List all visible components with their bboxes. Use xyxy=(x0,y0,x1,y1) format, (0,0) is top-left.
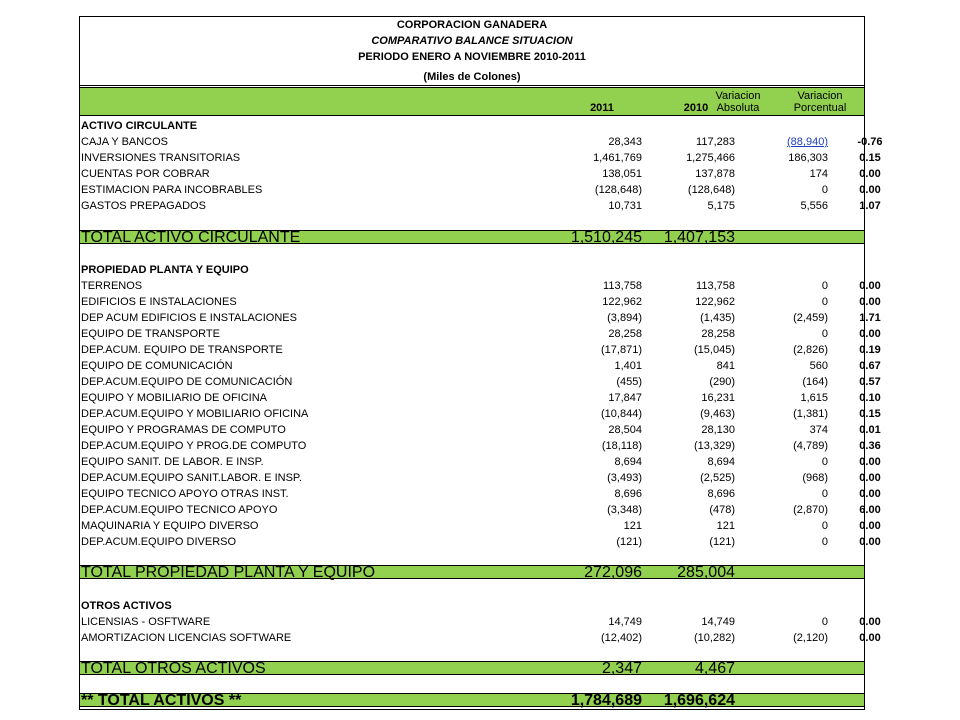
section-otros-activos xyxy=(80,598,864,614)
table-row xyxy=(80,614,881,630)
grand-total-row xyxy=(80,693,864,707)
table-row xyxy=(80,630,881,646)
variation-percent: 0.00 xyxy=(859,536,881,548)
value-2010: 28,258 xyxy=(701,328,735,340)
row-label: AMORTIZACION LICENCIAS SOFTWARE xyxy=(81,632,292,644)
variation-absolute: 0 xyxy=(821,536,828,548)
row-label: EQUIPO DE COMUNICACIÓN xyxy=(81,360,233,372)
variation-absolute: 186,303 xyxy=(788,152,828,164)
balance-sheet xyxy=(79,16,883,710)
total-2011: 1,784,689 xyxy=(570,692,642,709)
value-2011: 10,731 xyxy=(608,200,642,212)
variation-absolute: (4,789) xyxy=(793,440,828,452)
row-label: INVERSIONES TRANSITORIAS xyxy=(81,152,241,164)
period-title: PERIODO ENERO A NOVIEMBRE 2010-2011 xyxy=(358,51,586,63)
value-2011: (17,871) xyxy=(601,344,642,356)
value-2011: (128,648) xyxy=(594,184,642,196)
value-2010: 117,283 xyxy=(696,136,735,148)
total-label: ** TOTAL ACTIVOS ** xyxy=(81,692,242,709)
value-2010: (290) xyxy=(709,376,735,388)
value-2010: 841 xyxy=(716,360,735,372)
total-2010: 4,467 xyxy=(694,660,735,677)
variation-percent: 0.00 xyxy=(859,168,881,180)
total-otros-row xyxy=(80,661,864,675)
value-2010: (1,435) xyxy=(700,312,735,324)
variation-percent: 0.00 xyxy=(859,520,881,532)
value-2011: 122,962 xyxy=(602,296,642,308)
table-row xyxy=(80,166,881,182)
table-row xyxy=(80,326,881,342)
row-label: MAQUINARIA Y EQUIPO DIVERSO xyxy=(81,520,259,532)
table-row xyxy=(80,534,881,550)
value-2010: (13,329) xyxy=(694,440,735,452)
variation-percent: 0.00 xyxy=(859,472,881,484)
variation-absolute: (2,459) xyxy=(793,312,828,324)
variation-percent: 0.00 xyxy=(859,632,881,644)
table-row xyxy=(80,406,881,422)
row-label: DEP.ACUM.EQUIPO SANIT.LABOR. E INSP. xyxy=(81,472,302,484)
value-2010: (128,648) xyxy=(687,184,735,196)
variation-absolute: 0 xyxy=(821,184,828,196)
row-label: DEP.ACUM.EQUIPO Y PROG.DE COMPUTO xyxy=(81,440,307,452)
table-row xyxy=(80,134,883,150)
value-2011: 17,847 xyxy=(608,392,642,404)
section-propiedad xyxy=(80,262,864,278)
variation-absolute: 0 xyxy=(821,520,828,532)
table-row xyxy=(80,198,881,214)
total-2010: 1,696,624 xyxy=(663,692,735,709)
value-2010: 113,758 xyxy=(696,280,735,292)
value-2010: (10,282) xyxy=(694,632,735,644)
variation-absolute: 174 xyxy=(809,168,828,180)
value-2011: 1,461,769 xyxy=(593,152,642,164)
col-pct-line1: Variacion xyxy=(797,90,843,102)
value-2011: (18,118) xyxy=(601,440,642,452)
table-row xyxy=(80,422,881,438)
total-2010: 1,407,153 xyxy=(663,229,735,246)
variation-absolute: 0 xyxy=(821,280,828,292)
row-label: EQUIPO DE TRANSPORTE xyxy=(81,328,220,340)
table-row xyxy=(80,342,881,358)
variation-percent: 0.15 xyxy=(859,152,881,164)
table-row xyxy=(80,310,881,326)
value-2010: (121) xyxy=(709,536,735,548)
variation-percent: 0.36 xyxy=(859,440,881,452)
col-2011: 2011 xyxy=(590,102,614,114)
value-2011: 113,758 xyxy=(603,280,642,292)
row-label: EDIFICIOS E INSTALACIONES xyxy=(81,296,237,308)
row-label: DEP ACUM EDIFICIOS E INSTALACIONES xyxy=(81,312,297,324)
variation-absolute[interactable]: (88,940) xyxy=(787,136,828,148)
value-2010: (15,045) xyxy=(694,344,735,356)
value-2011: 28,504 xyxy=(608,424,642,436)
row-label: DEP.ACUM.EQUIPO Y MOBILIARIO OFICINA xyxy=(81,408,309,420)
table-row xyxy=(80,374,881,390)
total-2011: 2,347 xyxy=(601,660,642,677)
variation-percent: 1.07 xyxy=(859,200,881,212)
row-label: CAJA Y BANCOS xyxy=(81,136,169,148)
variation-absolute: (2,826) xyxy=(793,344,828,356)
units-note: (Miles de Colones) xyxy=(423,71,521,83)
table-row xyxy=(80,358,881,374)
section-label: ACTIVO CIRCULANTE xyxy=(81,120,198,132)
table-row xyxy=(80,470,881,486)
total-propiedad-row xyxy=(80,565,864,579)
value-2011: (455) xyxy=(616,376,642,388)
value-2011: (121) xyxy=(616,536,642,548)
total-2011: 272,096 xyxy=(584,564,642,581)
variation-percent: 1.71 xyxy=(859,312,881,324)
variation-percent: 0.57 xyxy=(859,376,881,388)
row-label: TERRENOS xyxy=(81,280,143,292)
variation-absolute: (968) xyxy=(802,472,828,484)
value-2010: 8,694 xyxy=(707,456,735,468)
value-2011: (12,402) xyxy=(601,632,642,644)
row-label: DEP.ACUM.EQUIPO DIVERSO xyxy=(81,536,237,548)
variation-percent: 0.00 xyxy=(859,184,881,196)
row-label: DEP.ACUM. EQUIPO DE TRANSPORTE xyxy=(81,344,283,356)
row-label: DEP.ACUM.EQUIPO DE COMUNICACIÓN xyxy=(81,376,293,388)
value-2010: (478) xyxy=(709,504,735,516)
table-row xyxy=(80,150,881,166)
table-row xyxy=(80,518,881,534)
total-label: TOTAL ACTIVO CIRCULANTE xyxy=(81,229,301,246)
variation-absolute: (2,870) xyxy=(793,504,828,516)
total-label: TOTAL PROPIEDAD PLANTA Y EQUIPO xyxy=(81,564,376,581)
value-2010: 8,696 xyxy=(707,488,735,500)
section-activo-circulante xyxy=(80,118,864,134)
section-label: OTROS ACTIVOS xyxy=(81,600,172,612)
variation-percent: 0.01 xyxy=(859,424,881,436)
variation-percent: 0.00 xyxy=(859,488,881,500)
variation-absolute: (164) xyxy=(802,376,828,388)
col-2010: 2010 xyxy=(683,102,709,114)
variation-percent: 0.00 xyxy=(859,616,881,628)
variation-absolute: 5,556 xyxy=(800,200,828,212)
variation-percent: 0.15 xyxy=(859,408,881,420)
total-label: TOTAL OTROS ACTIVOS xyxy=(81,660,266,677)
variation-absolute: 0 xyxy=(821,488,828,500)
value-2010: 5,175 xyxy=(707,200,735,212)
row-label: EQUIPO TECNICO APOYO OTRAS INST. xyxy=(81,488,289,500)
value-2010: 16,231 xyxy=(701,392,735,404)
row-label: EQUIPO Y MOBILIARIO DE OFICINA xyxy=(81,392,268,404)
value-2011: 28,343 xyxy=(608,136,642,148)
row-label: DEP.ACUM.EQUIPO TECNICO APOYO xyxy=(81,504,278,516)
row-label: EQUIPO SANIT. DE LABOR. E INSP. xyxy=(81,456,264,468)
variation-absolute: (2,120) xyxy=(793,632,828,644)
table-row xyxy=(80,438,881,454)
value-2011: (3,894) xyxy=(607,312,642,324)
variation-absolute: 0 xyxy=(821,328,828,340)
value-2011: 14,749 xyxy=(608,616,642,628)
value-2011: (3,348) xyxy=(607,504,642,516)
table-row xyxy=(80,486,881,502)
row-label: ESTIMACION PARA INCOBRABLES xyxy=(81,184,263,196)
variation-percent: 0.10 xyxy=(859,392,881,404)
variation-percent: 0.00 xyxy=(859,296,881,308)
report-title: COMPARATIVO BALANCE SITUACION xyxy=(371,35,573,47)
row-label: CUENTAS POR COBRAR xyxy=(81,168,210,180)
variation-absolute: 560 xyxy=(809,360,828,372)
table-row xyxy=(80,454,881,470)
variation-absolute: 1,615 xyxy=(800,392,828,404)
total-2011: 1,510,245 xyxy=(570,229,642,246)
value-2010: 122,962 xyxy=(695,296,735,308)
value-2010: 14,749 xyxy=(701,616,735,628)
variation-percent: 0.00 xyxy=(859,280,881,292)
value-2011: 8,696 xyxy=(614,488,642,500)
value-2011: 138,051 xyxy=(602,168,642,180)
company-title: CORPORACION GANADERA xyxy=(396,19,548,31)
variation-percent: 0.00 xyxy=(859,456,881,468)
variation-percent: 0.00 xyxy=(859,328,881,340)
variation-absolute: (1,381) xyxy=(793,408,828,420)
table-row xyxy=(80,502,881,518)
value-2010: 28,130 xyxy=(701,424,735,436)
col-abs-line2: Absoluta xyxy=(716,102,760,114)
row-label: LICENSIAS - OSFTWARE xyxy=(81,616,211,628)
variation-percent: 0.67 xyxy=(859,360,881,372)
variation-percent: 0.19 xyxy=(859,344,881,356)
variation-percent: -0.76 xyxy=(857,136,883,148)
value-2011: 8,694 xyxy=(614,456,642,468)
value-2010: 1,275,466 xyxy=(686,152,735,164)
value-2010: (9,463) xyxy=(700,408,735,420)
total-activo-row xyxy=(80,230,864,244)
row-label: GASTOS PREPAGADOS xyxy=(81,200,206,212)
value-2010: 121 xyxy=(716,520,735,532)
table-row xyxy=(80,278,881,294)
variation-absolute: 0 xyxy=(821,456,828,468)
value-2011: 28,258 xyxy=(608,328,642,340)
value-2010: (2,525) xyxy=(700,472,735,484)
variation-absolute: 0 xyxy=(821,616,828,628)
variation-absolute: 374 xyxy=(809,424,828,436)
table-row xyxy=(80,390,881,406)
table-row xyxy=(80,182,881,198)
total-2010: 285,004 xyxy=(677,564,735,581)
value-2011: 121 xyxy=(623,520,642,532)
variation-percent: 6.00 xyxy=(859,504,881,516)
value-2011: (3,493) xyxy=(607,472,642,484)
row-label: EQUIPO Y PROGRAMAS DE COMPUTO xyxy=(81,424,286,436)
col-abs-line1: Variacion xyxy=(715,90,761,102)
column-header-band xyxy=(80,87,864,116)
value-2010: 137,878 xyxy=(695,168,735,180)
value-2011: (10,844) xyxy=(601,408,642,420)
value-2011: 1,401 xyxy=(614,360,642,372)
col-pct-line2: Porcentual xyxy=(793,102,847,114)
table-row xyxy=(80,294,881,310)
section-label: PROPIEDAD PLANTA Y EQUIPO xyxy=(81,264,249,276)
variation-absolute: 0 xyxy=(821,296,828,308)
